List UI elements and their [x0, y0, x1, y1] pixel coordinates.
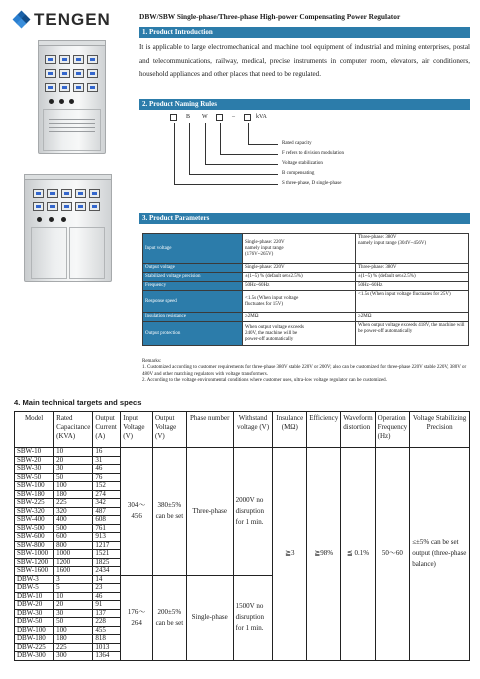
naming-char-b: B [186, 114, 191, 120]
intro-paragraph: It is applicable to large electromechanical and machine tool equipment of industrial and mining enterprises, postal and telecommunications, railway, medical, precise instruments in computer room, elevators, air conditioners, household appliances and other places that need to be regulated. [139, 43, 470, 79]
tech-spec-table [14, 411, 470, 661]
cell-current: 608 [93, 516, 121, 525]
cell-model: SBW-1000 [15, 550, 54, 559]
param-row-output-protection [143, 322, 469, 346]
naming-box-phase [170, 114, 177, 121]
header-insulance: Insulance (MΩ) [273, 412, 307, 448]
naming-label-modulation: F refers to division modulation [282, 151, 344, 156]
cell-group-input: 176～264 [121, 575, 153, 660]
cell-current: 46 [93, 592, 121, 601]
cell-capacity: 300 [54, 652, 93, 661]
param-row-insulation [143, 313, 469, 322]
naming-label-stabilization: Voltage stabilization [282, 161, 323, 166]
cell-model: DBW-5 [15, 584, 54, 593]
param-name: Frequency [143, 282, 243, 291]
document-title: DBW/SBW Single-phase/Three-phase High-power Compensating Power Regulator [139, 12, 401, 21]
param-single: Single-phase: 220V namely input range (176V~265V) [243, 234, 356, 264]
param-row-output-voltage [143, 264, 469, 273]
param-name: Insulation resistance [143, 313, 243, 322]
cell-model: DBW-10 [15, 592, 54, 601]
section-intro-heading: 1. Product Introduction [139, 27, 470, 38]
header-frequency: Operation Frequency (Hz) [375, 412, 410, 448]
cell-group-phase: Three-phase [186, 448, 233, 576]
header-model: Model [15, 412, 54, 448]
cell-capacity: 600 [54, 533, 93, 542]
cell-model: SBW-225 [15, 499, 54, 508]
naming-rules-diagram [170, 114, 470, 196]
header-distortion: Waveform distortion [341, 412, 375, 448]
cell-current: 46 [93, 465, 121, 474]
cell-current: 23 [93, 584, 121, 593]
param-three: <1.5s (When input voltage fluctuates for 25V) [356, 291, 469, 313]
cell-group-output: 200±5% can be set [153, 575, 187, 660]
tech-table-body [15, 448, 470, 661]
cell-common-frequency: 50～60 [375, 448, 410, 661]
cell-group-input: 304～456 [121, 448, 153, 576]
header-capacitance: Rated Capacitance (KVA) [54, 412, 93, 448]
cell-capacity: 225 [54, 499, 93, 508]
cell-capacity: 10 [54, 448, 93, 457]
cell-current: 2434 [93, 567, 121, 576]
header-precision: Voltage Stabilizing Precision [410, 412, 470, 448]
cell-capacity: 1600 [54, 567, 93, 576]
cell-model: SBW-50 [15, 473, 54, 482]
header-current: Output Current (A) [93, 412, 121, 448]
cell-group-phase: Single-phase [186, 575, 233, 660]
cell-group-withstand: 1500V no disruption for 1 min. [233, 575, 273, 660]
cell-capacity: 5 [54, 584, 93, 593]
section-naming-heading: 2. Product Naming Rules [139, 99, 470, 110]
param-single: 50Hz~60Hz [243, 282, 356, 291]
naming-char-w: W [202, 114, 208, 120]
cell-common-precision: ≤±5% can be set output (three-phase balance) [410, 448, 470, 661]
cell-model: DBW-20 [15, 601, 54, 610]
product-image-tall-cabinet [38, 44, 106, 154]
param-name: Output protection [143, 322, 243, 346]
brand-name: TENGEN [34, 10, 111, 29]
cell-capacity: 225 [54, 643, 93, 652]
cell-current: 1217 [93, 541, 121, 550]
header-output-voltage: Output Voltage (V) [153, 412, 187, 448]
param-name: Output voltage [143, 264, 243, 273]
naming-label-phase: S three-phase, D single-phase [282, 181, 342, 186]
brand-logo [14, 8, 111, 32]
param-three: ≥2MΩ [356, 313, 469, 322]
param-single: ±(1~5) % (default set±2.5%) [243, 273, 356, 282]
cell-model: DBW-100 [15, 626, 54, 635]
param-three: Three-phase: 380V [356, 264, 469, 273]
cell-current: 137 [93, 609, 121, 618]
header-input-voltage: Input Voltage (V) [121, 412, 153, 448]
cell-current: 342 [93, 499, 121, 508]
header-withstand: Withstand voltage (V) [233, 412, 273, 448]
cell-current: 152 [93, 482, 121, 491]
cell-capacity: 20 [54, 456, 93, 465]
param-three: 50Hz~60Hz [356, 282, 469, 291]
cell-current: 14 [93, 575, 121, 584]
cell-capacity: 500 [54, 524, 93, 533]
param-three: When output voltage exceeds 418V, the machine will be power-off automatically [356, 322, 469, 346]
cell-common-distortion: ≦ 0.1% [341, 448, 375, 661]
param-name: Input voltage [143, 234, 243, 264]
section-params-heading: 3. Product Parameters [139, 213, 470, 224]
param-single: Single-phase: 220V [243, 264, 356, 273]
param-row-precision [143, 273, 469, 282]
cell-model: SBW-1200 [15, 558, 54, 567]
cell-model: SBW-600 [15, 533, 54, 542]
cell-capacity: 180 [54, 490, 93, 499]
cell-capacity: 100 [54, 482, 93, 491]
cell-model: SBW-10 [15, 448, 54, 457]
param-row-frequency [143, 282, 469, 291]
naming-box-capacity [244, 114, 251, 121]
param-name: Stabilized voltage precision [143, 273, 243, 282]
cell-capacity: 400 [54, 516, 93, 525]
cell-current: 1521 [93, 550, 121, 559]
cell-capacity: 800 [54, 541, 93, 550]
cell-model: SBW-320 [15, 507, 54, 516]
cell-capacity: 3 [54, 575, 93, 584]
cell-model: DBW-30 [15, 609, 54, 618]
cell-capacity: 50 [54, 473, 93, 482]
cell-capacity: 50 [54, 618, 93, 627]
cell-current: 76 [93, 473, 121, 482]
param-row-response-speed [143, 291, 469, 313]
cell-model: DBW-180 [15, 635, 54, 644]
cell-capacity: 100 [54, 626, 93, 635]
cell-model: SBW-100 [15, 482, 54, 491]
cell-capacity: 30 [54, 609, 93, 618]
cell-current: 31 [93, 456, 121, 465]
param-row-input-voltage [143, 234, 469, 264]
cell-model: DBW-225 [15, 643, 54, 652]
cell-current: 1364 [93, 652, 121, 661]
cell-current: 1013 [93, 643, 121, 652]
param-single: ≥2MΩ [243, 313, 356, 322]
cell-capacity: 1000 [54, 550, 93, 559]
cell-capacity: 20 [54, 601, 93, 610]
cell-common-efficiency: ≧98% [307, 448, 341, 661]
naming-char-dash: – [232, 114, 235, 120]
cell-current: 228 [93, 618, 121, 627]
cell-current: 16 [93, 448, 121, 457]
cell-current: 274 [93, 490, 121, 499]
cell-capacity: 30 [54, 465, 93, 474]
naming-box-modulation [216, 114, 223, 121]
cell-current: 1825 [93, 558, 121, 567]
cell-current: 91 [93, 601, 121, 610]
param-single: When output voltage exceeds 240V, the machine will be power-off automatically [243, 322, 356, 346]
cell-current: 487 [93, 507, 121, 516]
remarks-block [142, 359, 472, 384]
cell-model: SBW-500 [15, 524, 54, 533]
param-single: <1.5s (When input voltage fluctuates for 15V) [243, 291, 356, 313]
table-row [15, 448, 470, 457]
cell-capacity: 10 [54, 592, 93, 601]
cell-capacity: 1200 [54, 558, 93, 567]
tech-header-row [15, 412, 470, 448]
naming-char-kva: kVA [256, 114, 267, 120]
cell-model: SBW-20 [15, 456, 54, 465]
cell-common-insulance: ≧3 [273, 448, 307, 661]
cell-model: SBW-400 [15, 516, 54, 525]
cell-model: DBW-50 [15, 618, 54, 627]
cell-capacity: 320 [54, 507, 93, 516]
cell-model: DBW-300 [15, 652, 54, 661]
cell-model: SBW-1600 [15, 567, 54, 576]
cell-capacity: 180 [54, 635, 93, 644]
remark-item: 1. Customized according to customer requirements for three-phase 380V stable 220V or 200V; also can be customized for three-phase 220V stable 220V, 380V or 480V and other matching regulators with voltage transformers. [142, 365, 467, 377]
cell-current: 913 [93, 533, 121, 542]
product-image-wide-cabinet [24, 178, 112, 282]
param-three: ±(1~5) % (default set±2.5%) [356, 273, 469, 282]
param-three: Three-phase: 380V namely input range (304V~456V) [356, 234, 469, 264]
naming-label-compensating: B compensating [282, 171, 315, 176]
cell-group-output: 380±5% can be set [153, 448, 187, 576]
cell-group-withstand: 2000V no disruption for 1 min. [233, 448, 273, 576]
header-efficiency: Efficiency [307, 412, 341, 448]
cell-current: 761 [93, 524, 121, 533]
remark-item: 2. According to the voltage environmental conditions where customer uses, ultra-low voltage regulator can be customized. [142, 377, 387, 383]
header-phase: Phase number [186, 412, 233, 448]
section-tech-heading: 4. Main technical targets and specs [14, 398, 142, 407]
parameter-table [142, 233, 469, 346]
cell-model: SBW-30 [15, 465, 54, 474]
remarks-heading: Remarks: [142, 359, 162, 364]
cell-model: SBW-180 [15, 490, 54, 499]
param-name: Response speed [143, 291, 243, 313]
cell-model: SBW-800 [15, 541, 54, 550]
cell-current: 818 [93, 635, 121, 644]
naming-label-capacity: Rated capacity [282, 141, 312, 146]
cell-current: 455 [93, 626, 121, 635]
tengen-logo-icon [14, 12, 30, 28]
cell-model: DBW-3 [15, 575, 54, 584]
